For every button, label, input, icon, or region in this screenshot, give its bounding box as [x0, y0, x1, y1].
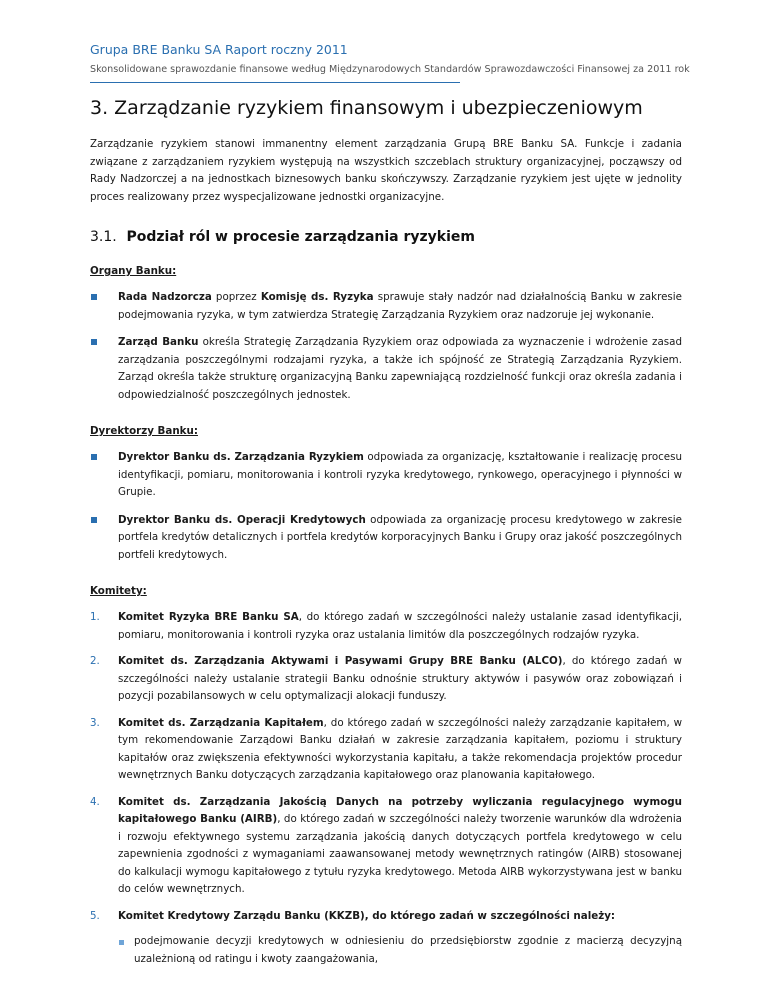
list-item — [90, 653, 682, 706]
item-number: 1. — [90, 611, 100, 623]
item-text: , do którego zadań w szczególności należy zarządzanie kapitałem, w tym rekomendowanie Zarządowi Banku działań w zakresie zarządzania kapitałem, poziomu i struktury kapitałów oraz zwiększenia efektywności wykorzystania kapitału, a także rekomendacja projektów procedur wewnętrznych Banku dotyczących zarządzania kapitałowego oraz planowania kapitałowego. — [118, 716, 682, 781]
bullet-square-icon — [91, 454, 97, 460]
subsection-title — [90, 228, 682, 246]
item-bold: Komitet Ryzyka BRE Banku SA — [118, 611, 299, 623]
item-number: 5. — [90, 909, 100, 922]
bullet-dot-icon — [119, 940, 124, 945]
list-item — [90, 609, 682, 644]
bullet-square-icon — [91, 339, 97, 345]
list-item — [90, 794, 682, 899]
list-item — [90, 908, 682, 969]
item-text: , do którego zadań w szczególności należy ustalanie zasad identyfikacji, pomiaru, monitorowania i kontroli ryzyka oraz ustalania limitów dla poszczególnych rodzajów ryzyka. — [118, 611, 682, 641]
item-text: odpowiada za organizację procesu kredytowego w zakresie portfela kredytów detalicznych i portfela kredytów korporacyjnych Banku i Grupy oraz jakość poszczególnych portfeli kredytowych. — [118, 513, 683, 561]
item-bold: Rada Nadzorcza — [118, 291, 212, 303]
item-text: sprawuje stały nadzór nad działalnością Banku w zakresie podejmowania ryzyka, w tym zatwierdza Strategię Zarządzania Ryzykiem oraz nadzoruje jej wykonanie. — [118, 291, 682, 321]
dyrektorzy-label: Dyrektorzy Banku: — [90, 425, 198, 437]
bullet-square-icon — [91, 294, 97, 300]
subsection-title-text: Podział ról w procesie zarządzania ryzykiem — [126, 229, 475, 245]
sub-list-item — [118, 933, 682, 968]
item-bold: Dyrektor Banku ds. Zarządzania Ryzykiem — [118, 451, 364, 463]
item-number: 3. — [90, 716, 100, 729]
item-text: , do którego zadań w szczególności należy tworzenie warunków dla wdrożenia i rozwoju efektywnego systemu zarządzania jakością danych dotyczących portfela kredytowego w celu zapewnienia zgodności z wymaganiami zaawansowanej metody wewnętrznych ratingów (AIRB) stosowanej do kalkulacji wymogu kapitałowego z tytułu ryzyka kredytowego. Metoda AIRB wykorzystywana jest w banku do celów wewnętrznych. — [118, 813, 682, 895]
item-bold: Zarząd Banku — [118, 336, 199, 348]
section-title: 3. Zarządzanie ryzykiem finansowym i ubezpieczeniowym — [90, 97, 643, 119]
item-bold: Komitet ds. Zarządzania Kapitałem — [118, 716, 324, 729]
item-number: 2. — [90, 655, 100, 667]
komitety-list — [90, 609, 682, 968]
item-bold: Dyrektor Banku ds. Operacji Kredytowych — [118, 513, 366, 526]
organy-list — [90, 289, 682, 404]
item-mid: poprzez — [211, 291, 261, 303]
organy-label: Organy Banku: — [90, 265, 177, 277]
section-intro: Zarządzanie ryzykiem stanowi immanentny element zarządzania Grupą BRE Banku SA. Funkcje i zadania związane z zarządzaniem ryzykiem występują na wszystkich szczeblach struktury organizacyjnej, począwszy od Rady Nadzorczej a na jednostkach biznesowych banku skończywszy. Zarządzanie ryzykiem jest ujęte w jednolity proces realizowany przez wyspecjalizowane jednostki organizacyjne. — [90, 138, 682, 203]
item-text: określa Strategię Zarządzania Ryzykiem oraz odpowiada za wyznaczenie i wdrożenie zasad zarządzania poszczególnymi rodzajami ryzyka, a także ich spójność ze Strategią Zarządzania Ryzykiem. Zarząd określa także strukturę organizacyjną Banku zapewniającą rozdzielność funkcji oraz określa zadania i odpowiedzialność poszczególnych jednostek. — [118, 336, 682, 401]
page-header — [90, 42, 690, 83]
dyrektorzy-list — [90, 449, 682, 564]
sub-item-text: podejmowanie decyzji kredytowych w odniesieniu do przedsiębiorstw zgodnie z macierzą decyzyjną uzależnioną od ratingu i kwoty zaangażowania, — [134, 935, 682, 965]
report-subtitle: Skonsolidowane sprawozdanie finansowe według Międzynarodowych Standardów Sprawozdawczości Finansowej za 2011 rok — [90, 64, 690, 75]
header-divider — [90, 82, 460, 83]
bullet-square-icon — [91, 517, 97, 523]
komitety-label: Komitety: — [90, 585, 147, 597]
list-item — [90, 449, 682, 502]
item-bold-2: Komisję ds. Ryzyka — [260, 291, 374, 303]
list-item — [90, 334, 682, 404]
subsection-number: 3.1. — [90, 229, 117, 245]
item-bold: Komitet ds. Zarządzania Jakością Danych na potrzeby wyliczania regulacyjnego wymogu kapitałowego Banku (AIRB) — [118, 795, 682, 825]
item-bold: Komitet ds. Zarządzania Aktywami i Pasywami Grupy BRE Banku (ALCO) — [118, 655, 563, 667]
item-bold: Komitet Kredytowy Zarządu Banku (KKZB), do którego zadań w szczególności należy: — [118, 909, 616, 922]
list-item — [90, 512, 682, 565]
list-item — [90, 289, 682, 324]
list-item — [90, 715, 682, 785]
item-text: odpowiada za organizację, kształtowanie i realizację procesu identyfikacji, pomiaru, monitorowania i kontroli ryzyka kredytowego, rynkowego, operacyjnego i płynności w Grupie. — [118, 451, 683, 498]
sub-list — [118, 933, 682, 968]
page-content — [90, 96, 682, 977]
item-number: 4. — [90, 795, 100, 808]
report-title: Grupa BRE Banku SA Raport roczny 2011 — [90, 42, 348, 57]
item-text: , do którego zadań w szczególności należy ustalanie strategii Banku odnośnie struktury aktywów i pasywów oraz zobowiązań i pozycji pozabilansowych w celu optymalizacji alokacji funduszy. — [118, 655, 682, 702]
